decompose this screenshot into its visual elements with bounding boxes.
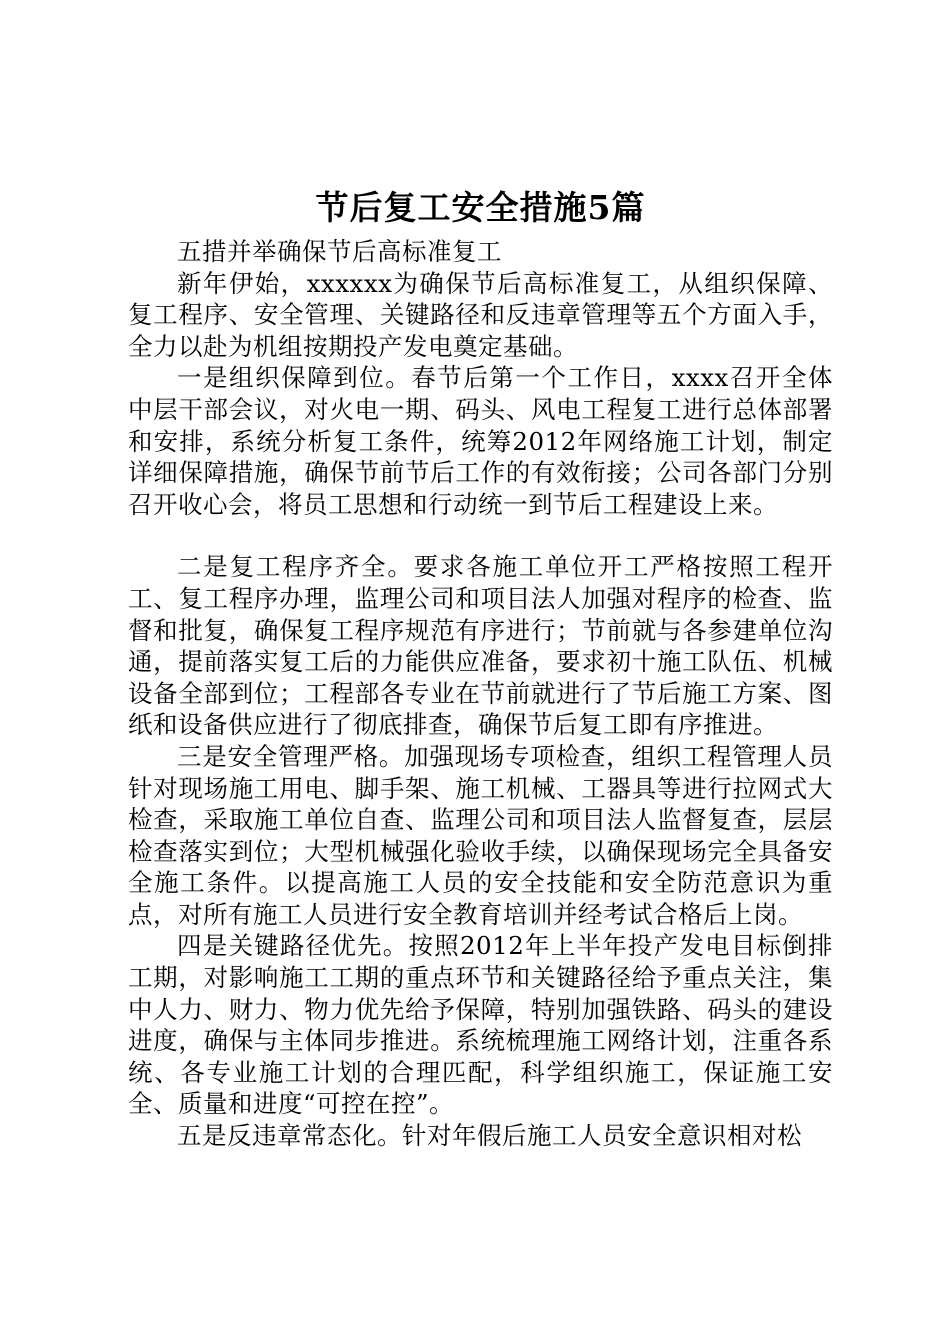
document-subtitle: 五措并举确保节后高标准复工 [177, 237, 502, 266]
paragraph-critical-path: 四是关键路径优先。按照2012年上半年投产发电目标倒排工期，对影响施工工期的重点环节和关键路径给予重点关注，集中人力、财力、物力优先给予保障，特别加强铁路、码头的建设进度，确保与主体同步推进。系统梳理施工网络计划，注重各系统、各专业施工计划的合理匹配，科学组织施工，保证施工安全、质量和进度“可控在控”。 [128, 931, 833, 1119]
document-page [128, 186, 833, 1152]
document-title: 节后复工安全措施5篇 [315, 188, 646, 227]
paragraph-anti-violation: 五是反违章常态化。针对年假后施工人员安全意识相对松 [177, 1121, 802, 1151]
paragraph-intro: 新年伊始，xxxxxx为确保节后高标准复工，从组织保障、复工程序、安全管理、关键路径和反违章管理等五个方面入手，全力以赴为机组按期投产发电奠定基础。 [128, 268, 833, 361]
paragraph-procedure: 二是复工程序齐全。要求各施工单位开工严格按照工程开工、复工程序办理，监理公司和项目法人加强对程序的检查、监督和批复，确保复工程序规范有序进行；节前就与各参建单位沟通，提前落实复工后的力能供应准备，要求初十施工队伍、机械设备全部到位；工程部各专业在节前就进行了节后施工方案、图纸和设备供应进行了彻底排查，确保节后复工即有序推进。 [128, 552, 833, 740]
paragraph-organization: 一是组织保障到位。春节后第一个工作日，xxxx召开全体中层干部会议，对火电一期、码头、风电工程复工进行总体部署和安排，系统分析复工条件，统筹2012年网络施工计划，制定详细保障措施，确保节前节后工作的有效衔接；公司各部门分别召开收心会，将员工思想和行动统一到节后工程建设上来。 [128, 363, 833, 519]
paragraph-safety: 三是安全管理严格。加强现场专项检查，组织工程管理人员针对现场施工用电、脚手架、施工机械、工器具等进行拉网式大检查，采取施工单位自查、监理公司和项目法人监督复查，层层检查落实到位；大型机械强化验收手续，以确保现场完全具备安全施工条件。以提高施工人员的安全技能和安全防范意识为重点，对所有施工人员进行安全教育培训并经考试合格后上岗。 [128, 741, 833, 929]
